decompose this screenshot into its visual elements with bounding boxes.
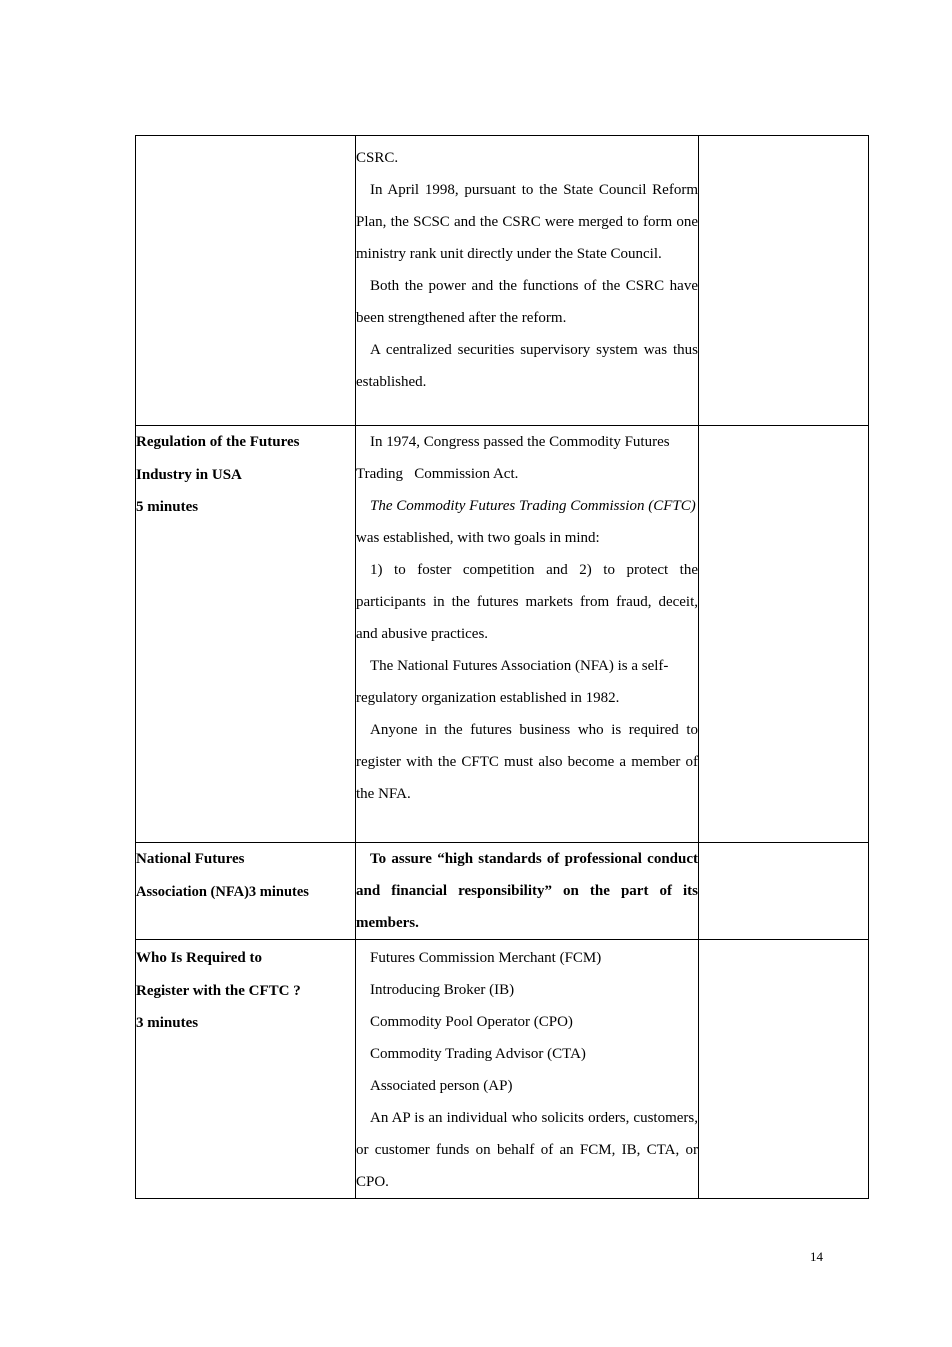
table-row	[136, 940, 869, 1199]
list-item: Commodity Pool Operator (CPO)	[370, 1014, 573, 1030]
list-item: Associated person (AP)	[370, 1078, 513, 1094]
content-cell	[356, 136, 699, 426]
topic-title: National Futures	[136, 851, 245, 867]
content-paragraph	[356, 490, 698, 554]
list-item: Introducing Broker (IB)	[370, 982, 515, 998]
topic-cell	[136, 136, 356, 426]
content-paragraph: In 1974, Congress passed the Commodity Futures Trading Commission Act.	[356, 434, 674, 482]
lesson-plan-table	[135, 135, 869, 1199]
notes-cell	[699, 940, 869, 1199]
content-paragraph: To assure “high standards of professional conduct and financial responsibility” on the part of its members.	[356, 851, 698, 931]
content-paragraph: Both the power and the functions of the CSRC have been strengthened after the reform.	[356, 278, 698, 326]
topic-title: Register with the CFTC ?	[136, 982, 301, 999]
cftc-name: The Commodity Futures Trading Commission (CFTC)	[370, 498, 696, 514]
content-paragraph: 1) to foster competition and 2) to protect the participants in the futures markets from fraud, deceit, and abusive practices.	[356, 562, 698, 642]
content-paragraph: Anyone in the futures business who is required to register with the CFTC must also become a member of the NFA.	[356, 722, 698, 802]
list-item: Futures Commission Merchant (FCM)	[370, 950, 602, 966]
content-paragraph: CSRC.	[356, 150, 399, 166]
page-number: 14	[810, 1249, 823, 1264]
topic-duration: 5 minutes	[136, 499, 199, 515]
table-row	[136, 136, 869, 426]
content-paragraph: An AP is an individual who solicits orders, customers, or customer funds on behalf of an FCM, IB, CTA, or CPO.	[356, 1110, 698, 1190]
content-cell	[356, 843, 699, 940]
list-item: Commodity Trading Advisor (CTA)	[370, 1046, 586, 1062]
notes-cell	[699, 843, 869, 940]
topic-cell	[136, 843, 356, 940]
notes-cell	[699, 426, 869, 843]
topic-cell	[136, 426, 356, 843]
content-paragraph: The National Futures Association (NFA) is a self-regulatory organization established in 1982.	[356, 658, 669, 706]
content-paragraph: A centralized securities supervisory system was thus established.	[356, 342, 698, 390]
table-row	[136, 843, 869, 940]
topic-cell	[136, 940, 356, 1199]
notes-cell	[699, 136, 869, 426]
topic-title: Industry in USA	[136, 466, 242, 483]
topic-title: Association (NFA)3 minutes	[136, 883, 309, 900]
topic-title: Regulation of the Futures	[136, 434, 300, 450]
table-row	[136, 426, 869, 843]
cftc-purpose: was established, with two goals in mind:	[356, 498, 700, 546]
content-cell	[356, 940, 699, 1199]
topic-title: Who Is Required to	[136, 950, 262, 966]
content-cell	[356, 426, 699, 843]
content-paragraph: In April 1998, pursuant to the State Council Reform Plan, the SCSC and the CSRC were merged to form one ministry rank unit directly under the State Council.	[356, 182, 698, 262]
topic-duration: 3 minutes	[136, 1015, 199, 1031]
